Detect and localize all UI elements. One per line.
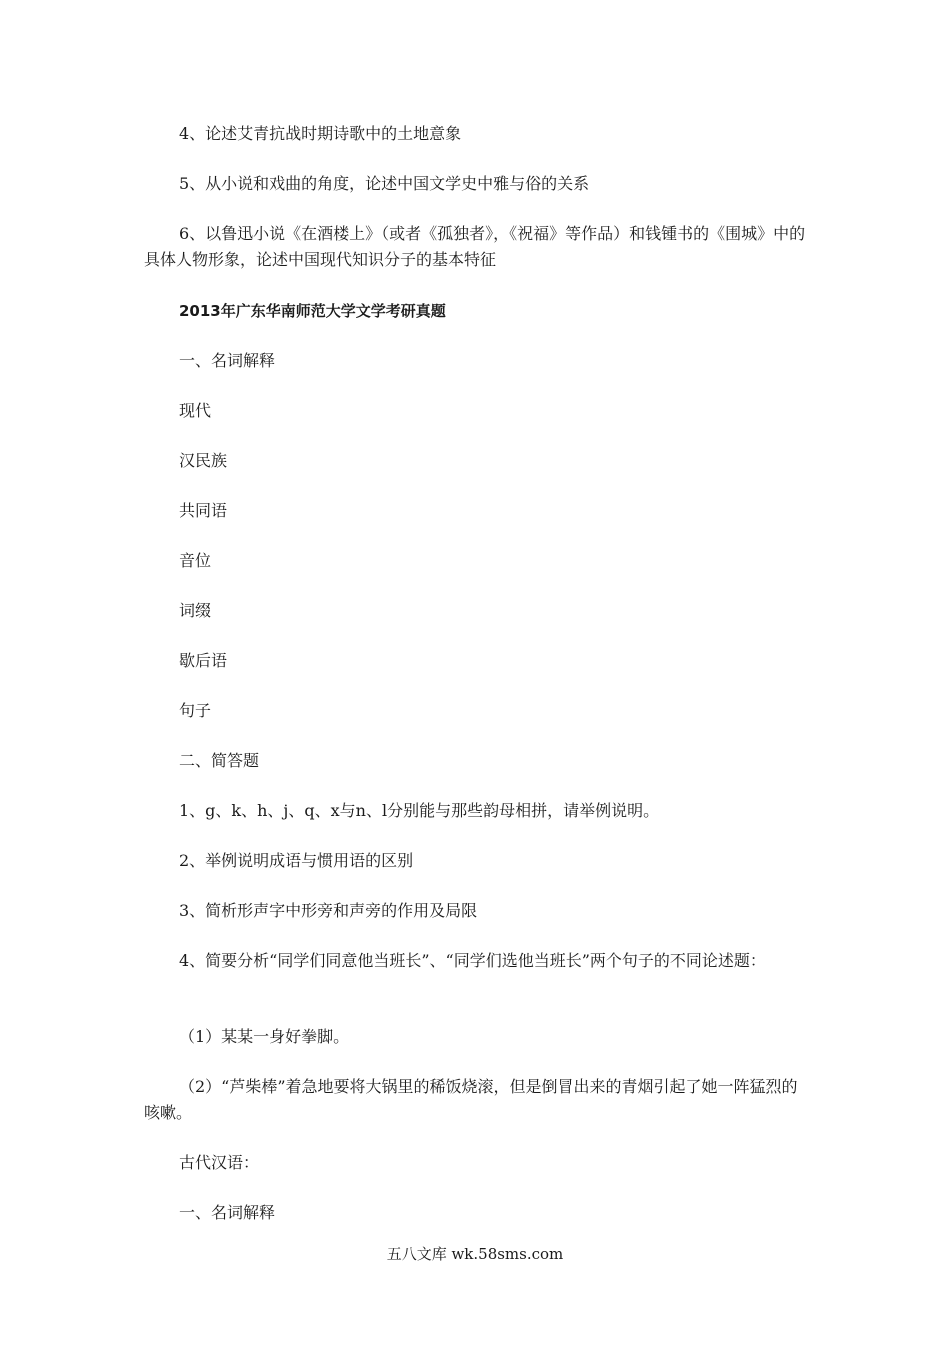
heading-ancient-chinese: 古代汉语： bbox=[179, 1153, 260, 1172]
term-item: 音位 bbox=[179, 551, 212, 570]
term-item: 词缀 bbox=[179, 601, 212, 620]
heading-short-answer: 二、简答题 bbox=[179, 751, 260, 770]
paragraph-q5: 5、从小说和戏曲的角度，论述中国文学史中雅与俗的关系 bbox=[179, 174, 590, 193]
question-item: 4、简要分析“同学们同意他当班长”、“同学们选他当班长”两个句子的不同论述题： bbox=[179, 951, 766, 970]
page-footer: 五八文库 wk.58sms.com bbox=[386, 1245, 564, 1263]
question-item: 3、简析形声字中形旁和声旁的作用及局限 bbox=[179, 901, 478, 920]
term-item: 句子 bbox=[179, 701, 212, 720]
section-title: 2013年广东华南师范大学文学考研真题 bbox=[179, 302, 446, 320]
paragraph-q6: 6、以鲁迅小说《在酒楼上》（或者《孤独者》，《祝福》等作品）和钱锺书的《围城》中的具体人物形象，论述中国现代知识分子的基本特征 bbox=[144, 224, 806, 269]
sub-item: （2）“芦柴棒”着急地要将大锅里的稀饭烧滚，但是倒冒出来的青烟引起了她一阵猛烈的咳嗽。 bbox=[144, 1077, 798, 1122]
term-item: 共同语 bbox=[179, 501, 228, 520]
heading-terms-2: 一、名词解释 bbox=[179, 1203, 276, 1222]
sub-item: （1）某某一身好拳脚。 bbox=[179, 1027, 350, 1046]
term-item: 汉民族 bbox=[179, 451, 228, 470]
paragraph-q4: 4、论述艾青抗战时期诗歌中的土地意象 bbox=[179, 124, 462, 143]
question-item: 1、g、k、h、j、q、x与n、l分别能与那些韵母相拼，请举例说明。 bbox=[179, 801, 660, 820]
heading-terms: 一、名词解释 bbox=[179, 351, 276, 370]
term-item: 现代 bbox=[179, 401, 212, 420]
term-item: 歇后语 bbox=[179, 651, 228, 670]
question-item: 2、举例说明成语与惯用语的区别 bbox=[179, 851, 414, 870]
